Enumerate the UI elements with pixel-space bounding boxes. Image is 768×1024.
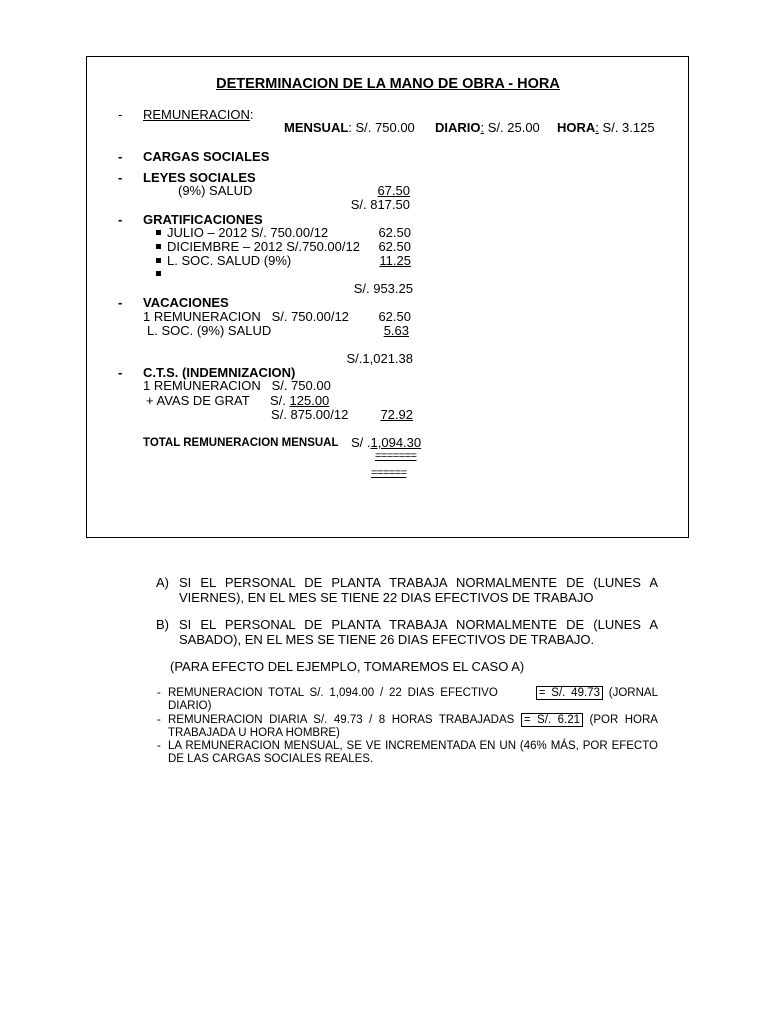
total-double-line-2: ====== — [371, 467, 407, 479]
footer-item-1-text: REMUNERACION TOTAL S/. 1,094.00 / 22 DIAS EFECTIVO — [168, 687, 498, 699]
gratificaciones-heading: GRATIFICACIONES — [143, 212, 263, 227]
page-title: DETERMINACION DE LA MANO DE OBRA - HORA — [216, 76, 560, 92]
empty-list-item — [156, 266, 167, 281]
salud-value: 67.50 — [377, 183, 410, 198]
vacaciones-heading: VACACIONES — [143, 295, 229, 310]
item-value: 11.25 — [379, 253, 411, 268]
item-text: DICIEMBRE – 2012 S/.750.00/12 — [167, 239, 360, 254]
note-a-label: A) — [156, 575, 169, 590]
bullet-dash: - — [118, 212, 123, 227]
remuneracion-heading — [143, 107, 254, 122]
total-double-line: ======= — [375, 450, 417, 462]
footer-dash: - — [157, 740, 161, 752]
hora-result-box: = S/. 6.21 — [521, 713, 583, 727]
leyes-subtotal: S/. 817.50 — [350, 197, 410, 212]
total-value: 1,094.30 — [370, 435, 422, 450]
note-a-text: SI EL PERSONAL DE PLANTA TRABAJA NORMALMENTE DE (LUNES A VIERNES), EN EL MES SE TIENE 22 DIAS EFECTIVOS DE TRABAJO — [179, 575, 658, 605]
item-value: 62.50 — [378, 225, 411, 240]
total-amount — [351, 435, 421, 450]
vacaciones-line1-value: 62.50 — [378, 309, 411, 324]
diario-label: DIARIO — [435, 120, 481, 135]
note-caso: (PARA EFECTO DEL EJEMPLO, TOMAREMOS EL CASO A) — [170, 659, 525, 674]
item-value: 62.50 — [378, 239, 411, 254]
bullet-dash: - — [118, 107, 123, 122]
square-bullet-icon — [156, 230, 161, 235]
mensual-value: : S/. 750.00 — [348, 120, 415, 135]
gratificaciones-subtotal: S/. 953.25 — [353, 281, 413, 296]
footer-item-3: LA REMUNERACION MENSUAL, SE VE INCREMENTADA EN UN (46% MÁS, POR EFECTO DE LAS CARGAS SOCIALES REALES. — [168, 740, 658, 765]
hora-label: HORA — [557, 120, 596, 135]
vacaciones-line1: 1 REMUNERACION S/. 750.00/12 — [143, 309, 349, 324]
cts-line3-value: 72.92 — [380, 407, 413, 422]
total-prefix: S/ . — [351, 435, 371, 450]
remuneracion-rates — [284, 120, 415, 135]
square-bullet-icon — [156, 244, 161, 249]
hora-value: S/. 3.125 — [598, 120, 655, 135]
cts-heading: C.T.S. (INDEMNIZACION) — [143, 365, 296, 380]
square-bullet-icon — [156, 258, 161, 263]
cts-line2-value: 125.00 — [289, 393, 330, 408]
footer-item-1-tail: (JORNAL DIARIO) — [168, 687, 658, 712]
leyes-sociales-heading: LEYES SOCIALES — [143, 170, 256, 185]
hora-rate — [557, 120, 655, 135]
cts-line3: S/. 875.00/12 — [271, 407, 349, 422]
note-b-label: B) — [156, 617, 169, 632]
square-bullet-icon — [156, 271, 161, 276]
footer-dash: - — [157, 714, 161, 726]
footer-item-2-tail: (POR HORA TRABAJADA U HORA HOMBRE) — [168, 714, 658, 739]
diario-value: S/. 25.00 — [484, 120, 540, 135]
bullet-dash: - — [118, 170, 123, 185]
cts-line2-prefix: S/. — [270, 393, 290, 408]
jornal-result-box: = S/. 49.73 — [536, 686, 603, 700]
footer-dash: - — [157, 687, 161, 699]
vacaciones-subtotal: S/.1,021.38 — [346, 351, 413, 366]
list-item — [156, 253, 291, 268]
list-item — [156, 225, 328, 240]
footer-item-1 — [168, 687, 658, 713]
bullet-dash: - — [118, 149, 123, 164]
vacaciones-line2-value: 5.63 — [383, 323, 409, 338]
hora-colon: : — [595, 120, 599, 135]
cts-line1: 1 REMUNERACION S/. 750.00 — [143, 378, 331, 393]
item-text: JULIO – 2012 S/. 750.00/12 — [167, 225, 329, 240]
cts-line2-amount — [270, 393, 329, 408]
bullet-dash: - — [118, 365, 123, 380]
footer-item-2-text: REMUNERACION DIARIA S/. 49.73 / 8 HORAS TRABAJADAS — [168, 714, 515, 726]
item-text: L. SOC. SALUD (9%) — [167, 253, 292, 268]
remuneracion-label: REMUNERACION — [143, 107, 250, 122]
vacaciones-line2: L. SOC. (9%) SALUD — [147, 323, 272, 338]
cts-line2-label: + AVAS DE GRAT — [146, 393, 250, 408]
list-item — [156, 239, 360, 254]
salud-label: (9%) SALUD — [178, 183, 253, 198]
cargas-sociales-heading: CARGAS SOCIALES — [143, 149, 270, 164]
remuneracion-colon: : — [249, 107, 254, 122]
note-b-text: SI EL PERSONAL DE PLANTA TRABAJA NORMALMENTE DE (LUNES A SABADO), EN EL MES SE TIENE 26 DIAS EFECTIVOS DE TRABAJO. — [179, 617, 658, 647]
total-label: TOTAL REMUNERACION MENSUAL — [143, 437, 339, 449]
diario-colon: : — [480, 120, 485, 135]
footer-item-2 — [168, 714, 658, 740]
bullet-dash: - — [118, 295, 123, 310]
mensual-label: MENSUAL — [284, 120, 349, 135]
diario-rate — [435, 120, 540, 135]
